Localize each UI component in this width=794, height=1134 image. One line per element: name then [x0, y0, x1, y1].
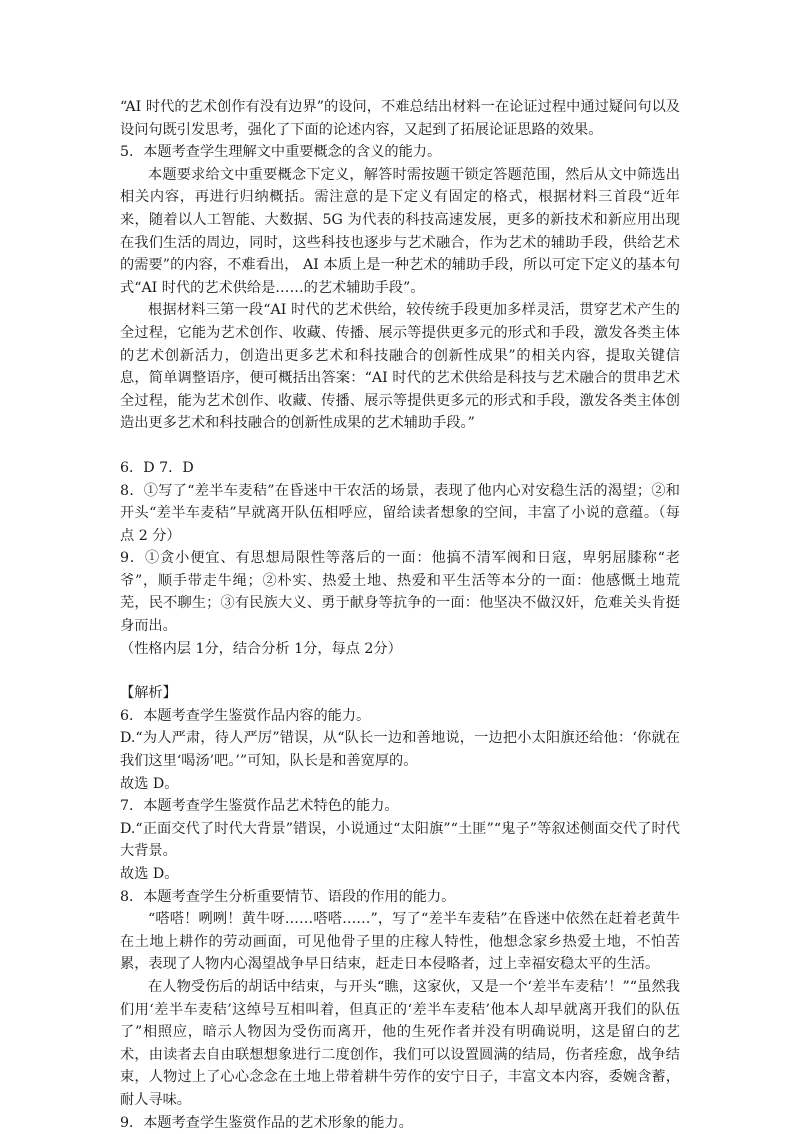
paragraph: “AI 时代的艺术创作有没有边界”的设问，不难总结出材料一在论证过程中通过疑问句以及设问句既引发思考，强化了下面的论述内容，又起到了拓展论证思路的效果。: [120, 99, 680, 138]
analysis-6-heading: 6．本题考查学生鉴赏作品内容的能力。: [120, 707, 371, 724]
document-page: [120, 96, 680, 1134]
analysis-8-heading: 8．本题考查学生分析重要情节、语段的作用的能力。: [120, 888, 456, 905]
analysis-heading: 【解析】: [120, 685, 177, 702]
paragraph: 在人物受伤后的胡话中结束，与开头“瞧，这家伙，又是一个‘差半车麦秸’！”“虽然我们用‘差半车麦秸’这绰号互相叫着，但真正的‘差半车麦秸’他本人却早就离开我们的队伍了”相照应，暗示人物因为受伤而离开，他的生死作者并没有明确说明，这是留白的艺术，由读者去自由联想想象进行二度创作，我们可以设置圆满的结局，伤者痊愈，战争结束，人物过上了心心念念在土地上带着耕牛劳作的安宁日子，丰富文本内容，委婉含蓄，耐人寻味。: [120, 978, 680, 1108]
analysis-9-heading: 9．本题考查学生鉴赏作品的艺术形象的能力。: [120, 1114, 413, 1131]
paragraph: 根据材料三第一段“AI 时代的艺术供给，较传统手段更加多样灵活，贯穿艺术产生的全过程，它能为艺术创作、收藏、传播、展示等提供更多元的形式和手段，激发各类主体的艺术创新活力，创造出更多艺术和科技融合的创新性成果”的相关内容，提取关键信息，简单调整语序，便可概括出答案：“AI 时代的艺术供给是科技与艺术融合的贯串艺术全过程，能为艺术创作、收藏、传播、展示等提供更多元的形式和手段，激发各类主体创造出更多艺术和科技融合的创新性成果的艺术辅助手段。”: [120, 302, 680, 432]
spacer: [120, 435, 680, 457]
answer-6-7: 6．D 7．D: [120, 459, 194, 476]
answer-9: 9．①贪小便宜、有思想局限性等落后的一面：他搞不清军阀和日寇，卑躬屈膝称“老爷”，顺手带走牛绳；②朴实、热爱土地、热爱和平生活等本分的一面：他感慨土地荒芜，民不聊生；③有民族大义、勇于献身等抗争的一面：他坚决不做汉奸，危难关头肯挺身而出。: [120, 550, 680, 635]
answer-8: 8．①写了“差半车麦秸”在昏迷中干农活的场景，表现了他内心对安稳生活的渴望；②和开头“差半车麦秸”早就离开队伍相呼应，留给读者想象的空间，丰富了小说的意蕴。（每点 2 分）: [120, 482, 680, 544]
paragraph: D.“正面交代了时代大背景”错误，小说通过“太阳旗”“土匪”“鬼子”等叙述侧面交代了时代大背景。: [120, 820, 680, 860]
analysis-7-heading: 7．本题考查学生鉴赏作品艺术特色的能力。: [120, 798, 399, 815]
choice-line: 故选 D。: [120, 866, 179, 882]
spacer: [120, 660, 680, 682]
paragraph: D.“为人严肃，待人严厉”错误，从“队长一边和善地说，一边把小太阳旗还给他：‘你就在我们这里‘喝汤’吧。’”可知，队长是和善宽厚的。: [120, 730, 680, 770]
question-5-heading: 5．本题考查学生理解文中重要概念的含义的能力。: [120, 144, 442, 161]
paragraph: 本题要求给文中重要概念下定义，解答时需按题干锁定答题范围，然后从文中筛选出相关内容，再进行归纳概括。需注意的是下定义有固定的格式，根据材料三首段“近年来，随着以人工智能、大数据、5G 为代表的科技高速发展，更多的新技术和新应用出现在我们生活的周边，同时，这些科技也逐步与艺术融合，作为艺术的辅助手段，供给艺术的需要”的内容，不难看出， AI 本质上是一种艺术的辅助手段，所以可定下定义的基本句式“AI 时代的艺术供给是……的艺术辅助手段”。: [120, 166, 680, 296]
paragraph: “嗒嗒！咧咧！黄牛呀……嗒嗒……”，写了“差半车麦秸”在昏迷中依然在赶着老黄牛在土地上耕作的劳动画面，可见他骨子里的庄稼人特性，他想念家乡热爱土地，不怕苦累，表现了人物内心渴望战争早日结束，赶走日本侵略者，过上幸福安稳太平的生活。: [120, 911, 680, 973]
scoring-note: （性格内层 1分，结合分析 1分，每点 2分）: [120, 640, 402, 657]
choice-line: 故选 D。: [120, 775, 179, 792]
